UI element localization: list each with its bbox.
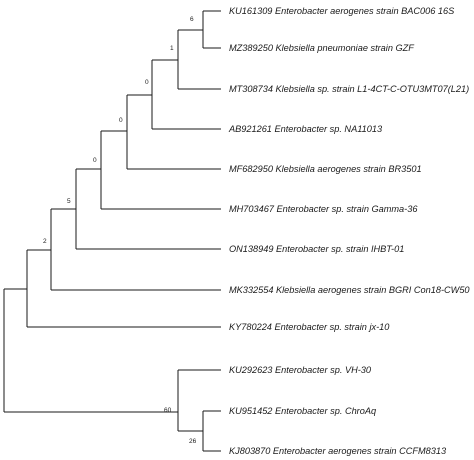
leaf-label: KY780224 Enterobacter sp. strain jx-10	[229, 322, 390, 332]
leaf-label: KU161309 Enterobacter aerogenes strain BAC006 16S	[229, 6, 455, 16]
support-value-n0c: 0	[93, 157, 97, 164]
leaf-label: MT308734 Klebsiella sp. strain L1-4CT-C-OTU3MT07(L21)	[229, 84, 470, 94]
support-value-n6: 6	[190, 16, 194, 23]
support-values	[43, 16, 197, 445]
leaf-label: KU292623 Enterobacter sp. VH-30	[229, 365, 371, 375]
support-value-n0a: 0	[145, 79, 149, 86]
leaf-label: MZ389250 Klebsiella pneumoniae strain GZF	[229, 43, 414, 53]
leaf-label: KJ803870 Enterobacter aerogenes strain CCFM8313	[229, 446, 447, 456]
leaf-label: KU951452 Enterobacter sp. ChroAq	[229, 406, 377, 416]
leaf-label: MF682950 Klebsiella aerogenes strain BR3501	[229, 164, 422, 174]
support-value-n26: 26	[189, 438, 197, 445]
leaf-labels	[228, 6, 470, 456]
leaf-label: ON138949 Enterobacter sp. strain IHBT-01	[229, 244, 405, 254]
support-value-n0b: 0	[119, 117, 123, 124]
support-value-n1: 1	[170, 45, 174, 52]
leaf-label: MK332554 Klebsiella aerogenes strain BGRI Con18-CW50	[229, 285, 470, 295]
support-value-n5: 5	[67, 198, 71, 205]
support-value-n60: 60	[164, 407, 172, 414]
tree-branches	[4, 11, 221, 451]
support-value-n2: 2	[43, 238, 47, 245]
leaf-label: MH703467 Enterobacter sp. strain Gamma-36	[229, 204, 418, 214]
leaf-label: AB921261 Enterobacter sp. NA11013	[229, 124, 383, 134]
